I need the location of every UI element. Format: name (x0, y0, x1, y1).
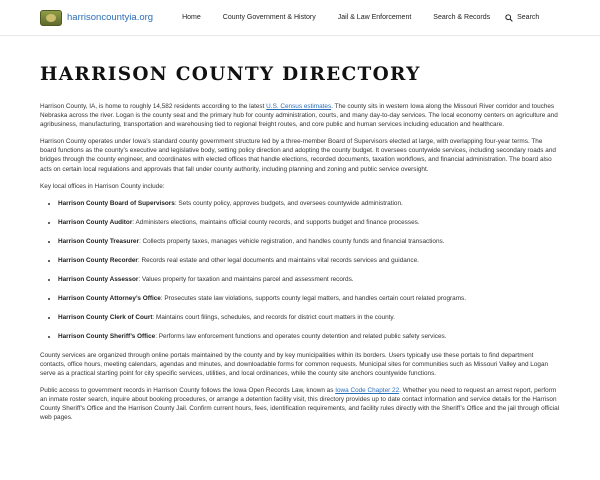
list-item (58, 218, 560, 227)
iowa-code-chapter-22-link[interactable]: Iowa Code Chapter 22 (335, 387, 400, 395)
office-name: Harrison County Recorder (58, 256, 138, 264)
main-nav (171, 14, 539, 22)
county-seal-icon (40, 10, 62, 26)
list-item (58, 332, 560, 341)
list-item (58, 275, 560, 284)
nav-county-government-history[interactable]: County Government & History (222, 14, 316, 21)
office-name: Harrison County Board of Supervisors (58, 199, 175, 207)
nav-home[interactable]: Home (182, 14, 201, 21)
nav-search-records[interactable]: Search & Records (433, 14, 491, 21)
office-name: Harrison County Assessor (58, 275, 139, 283)
list-item (58, 237, 560, 246)
records-paragraph (40, 386, 560, 422)
government-paragraph: Harrison County operates under Iowa’s standard county government structure led by a three-member Board of Supervisors elected at large, with overlapping four-year terms. The board functions as the county’s executive and legislative body, setting policy direction and adopting the county budget. It oversees countywide services, including secondary roads and bridges through the county engineer, and coordinates with elected offices that handle elections, recorded documents, taxation workflows, and financial administration. The board also acts on certain local regulations and approvals that fall under county authority, including planning and zoning and public service oversight. (40, 138, 556, 173)
census-estimates-link[interactable]: U.S. Census estimates (266, 103, 332, 110)
site-logo[interactable] (40, 10, 153, 26)
list-item (58, 199, 560, 208)
office-name: Harrison County Clerk of Court (58, 313, 153, 321)
site-header (0, 0, 600, 36)
office-desc: : Collects property taxes, manages vehicle registration, and handles county funds and financial transactions. (138, 237, 445, 245)
office-name: Harrison County Attorney’s Office (58, 294, 161, 302)
office-desc: : Maintains court filings, schedules, and records for district court matters in the county. (152, 313, 395, 321)
services-paragraph: County services are organized through online portals maintained by the county and by key municipalities within its borders. Users typically use these portals to find department contacts, office hours, meeting calendars, agendas and minutes, and downloadable forms for common requests. Municipal sites for communities such as Missouri Valley and Logan serve as a practical starting point for city specific services, utilities, and local ordinances, while the county site anchors countywide functions. (40, 351, 549, 377)
records-text-end: . Whether you need to request an arrest report, perform an inmate roster search, inquire about booking procedures, or arrange a detention facility visit, this directory provides up to date contact information and service details for the Harrison County Sheriff’s Office and the Harrison County Jail. Confirm current hours, fees, identification requirements, and facility rules directly with the Sheriff’s Office and the jail through official web pages. (40, 387, 560, 422)
page-title: HARRISON COUNTY DIRECTORY (40, 64, 421, 85)
office-name: Harrison County Auditor (58, 218, 133, 226)
office-desc: : Sets county policy, approves budgets, and oversees countywide administration. (174, 199, 403, 207)
intro-text-start: Harrison County, IA, is home to roughly 14,582 residents according to the latest (40, 103, 267, 110)
office-desc: : Performs law enforcement functions and operates county detention and related public safety services. (155, 332, 447, 340)
intro-paragraph (40, 102, 560, 129)
search-label: Search (517, 14, 540, 21)
list-item (58, 313, 560, 322)
search-button[interactable] (505, 14, 539, 22)
offices-intro: Key local offices in Harrison County include: (40, 182, 165, 190)
offices-list (40, 199, 560, 341)
list-item (58, 256, 560, 265)
office-desc: : Prosecutes state law violations, supports county legal matters, and handles certain court related programs. (160, 294, 466, 302)
list-item (58, 294, 560, 303)
office-name: Harrison County Treasurer (58, 237, 139, 245)
office-name: Harrison County Sheriff’s Office (58, 332, 156, 340)
office-desc: : Records real estate and other legal documents and maintains vital records services and guidance. (137, 256, 419, 264)
office-desc: : Values property for taxation and maintains parcel and assessment records. (138, 275, 354, 283)
logo-text: harrisoncountyia.org (67, 12, 154, 23)
intro-text-end: . The county sits in western Iowa along the Missouri River corridor and touches Nebraska across the river. Logan is the county seat and the primary hub for county administration, courts, and many day-to-day services. The local economy centers on agriculture and agribusiness, manufacturing, transportation and warehousing tied to regional freight routes, and core public and human services including education and healthcare. (40, 103, 558, 129)
main-content (0, 36, 600, 422)
search-icon (505, 14, 513, 22)
records-text-start: Public access to government records in Harrison County follows the Iowa Open Records Law, known as (40, 387, 336, 395)
office-desc: : Administers elections, maintains official county records, and supports budget and finance processes. (132, 218, 420, 226)
nav-jail-law-enforcement[interactable]: Jail & Law Enforcement (337, 14, 412, 21)
